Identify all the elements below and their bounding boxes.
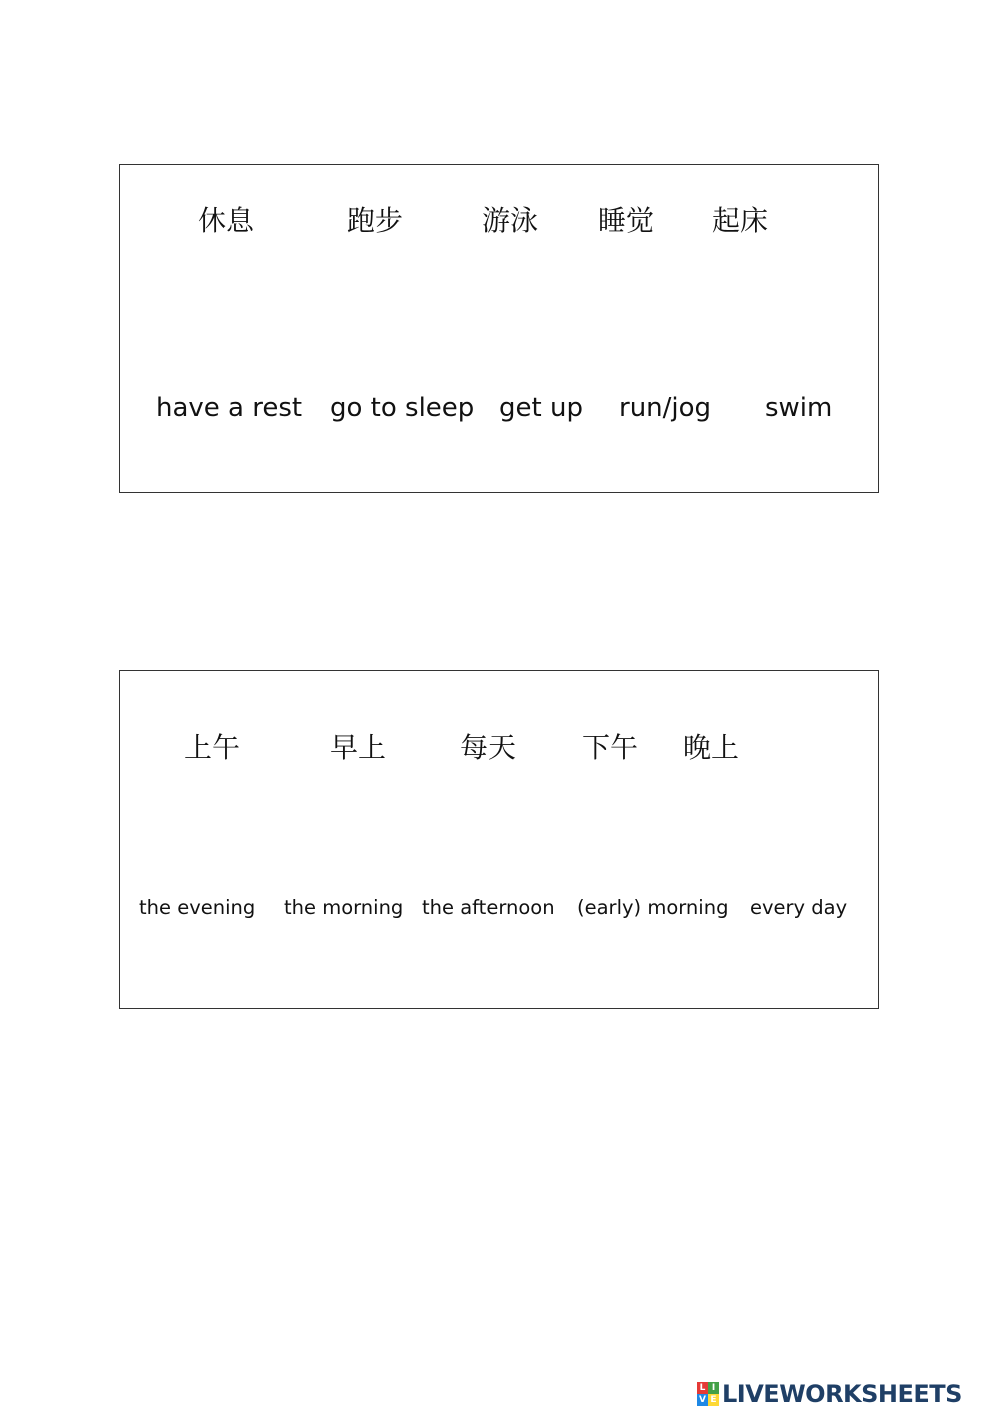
- chinese-word[interactable]: 早上: [330, 731, 387, 764]
- logo-mark-letter: I: [708, 1382, 719, 1394]
- vocabulary-box-times: [119, 670, 879, 1009]
- chinese-word[interactable]: 每天: [460, 731, 517, 764]
- brand-name: LIVEWORKSHEETS: [722, 1380, 962, 1408]
- logo-mark-letter: L: [697, 1382, 708, 1394]
- english-word[interactable]: the morning: [284, 896, 404, 919]
- chinese-word[interactable]: 睡觉: [598, 204, 655, 237]
- chinese-word[interactable]: 游泳: [482, 204, 539, 237]
- english-word[interactable]: swim: [765, 393, 833, 423]
- liveworksheets-logo: [697, 1380, 962, 1408]
- english-word[interactable]: (early) morning: [577, 896, 729, 919]
- english-word[interactable]: get up: [499, 393, 583, 423]
- chinese-word[interactable]: 下午: [582, 731, 639, 764]
- english-word[interactable]: have a rest: [156, 393, 303, 423]
- english-word[interactable]: every day: [750, 896, 848, 919]
- logo-mark-letter: E: [708, 1394, 719, 1406]
- chinese-word[interactable]: 起床: [712, 204, 769, 237]
- logo-mark-icon: [697, 1382, 719, 1406]
- chinese-word[interactable]: 休息: [198, 204, 255, 237]
- english-word[interactable]: the afternoon: [422, 896, 555, 919]
- english-word[interactable]: the evening: [139, 896, 256, 919]
- chinese-word[interactable]: 上午: [184, 731, 241, 764]
- english-word[interactable]: go to sleep: [330, 393, 475, 423]
- chinese-word[interactable]: 晚上: [683, 731, 740, 764]
- logo-mark-letter: V: [697, 1394, 708, 1406]
- chinese-word[interactable]: 跑步: [347, 204, 404, 237]
- vocabulary-box-activities: [119, 164, 879, 493]
- english-word[interactable]: run/jog: [619, 393, 712, 423]
